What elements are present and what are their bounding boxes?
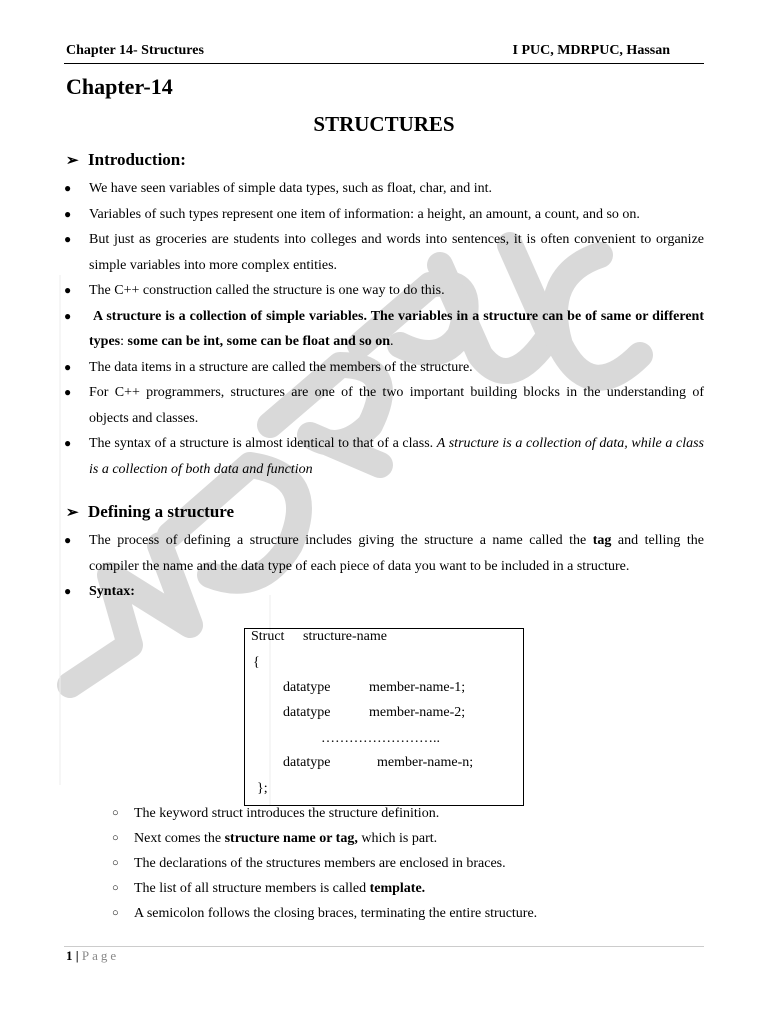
list-item-text-bold: structure name or tag, [224, 831, 358, 846]
page-footer [66, 948, 119, 964]
section-heading-defining [66, 502, 234, 522]
intro-bullet-list [64, 176, 704, 482]
section-heading-introduction [66, 150, 186, 170]
bullet-dot-icon: ● [64, 584, 72, 598]
list-item-text-bold: some can be int, some can be float and so on [127, 334, 391, 349]
section-heading-label: Introduction: [88, 150, 186, 169]
list-item [64, 579, 704, 605]
list-item [64, 304, 704, 355]
bullet-dot-icon: ● [64, 283, 72, 297]
code-keyword: Struct [251, 629, 285, 644]
list-item-text: We have seen variables of simple data types, such as float, char, and int. [89, 181, 493, 196]
list-item [64, 528, 704, 579]
list-item [64, 355, 704, 381]
list-item-text: which is part. [357, 831, 438, 846]
circle-bullet-icon: ○ [112, 832, 119, 844]
list-item-text-bold: template. [369, 881, 426, 896]
code-text: datatype [283, 680, 331, 695]
code-text: datatype [283, 755, 331, 770]
list-item-text: Variables of such types represent one item of information: a height, an amount, a count, and so on. [89, 206, 640, 222]
section-heading-label: Defining a structure [88, 502, 235, 521]
list-item-text: The declarations of the structures members are enclosed in braces. [134, 856, 506, 871]
list-item-text: The syntax of a structure is almost identical to that of a class. [89, 436, 437, 451]
list-item-text: The data items in a structure are called the members of the structure. [89, 359, 473, 375]
bullet-dot-icon: ● [64, 359, 72, 374]
defining-bullet-list [64, 528, 704, 605]
list-item-text: For C++ programmers, structures are one of the two important building blocks in the understanding of objects and classes. [89, 385, 704, 426]
list-item [112, 826, 712, 851]
bullet-dot-icon: ● [64, 181, 72, 195]
list-item-text: The process of defining a structure includes giving the structure a name called the [89, 533, 593, 548]
code-text: structure-name [303, 629, 387, 644]
list-item-text: But just as groceries are students into colleges and words into sentences, it is often convenient to organize simple variables into more complex entities. [89, 232, 704, 273]
syntax-notes-list [112, 801, 712, 926]
list-item [64, 380, 704, 431]
bullet-dot-icon: ● [64, 206, 72, 221]
list-item-text: : [120, 334, 128, 349]
page-label: Page [81, 948, 120, 963]
page-title: STRUCTURES [313, 112, 455, 136]
bullet-dot-icon: ● [64, 436, 72, 450]
code-text: member-name-1; [369, 680, 466, 695]
list-item-text: The list of all structure members is called [134, 881, 370, 896]
circle-bullet-icon: ○ [112, 857, 119, 869]
list-item [112, 901, 712, 926]
list-item [112, 851, 712, 876]
syntax-label: Syntax: [89, 584, 135, 599]
code-text: datatype [283, 705, 331, 720]
list-item-text-bold: tag [592, 533, 612, 548]
code-text: }; [257, 781, 268, 796]
code-text: …………………….. [321, 731, 440, 746]
bullet-dot-icon: ● [64, 385, 72, 399]
bullet-dot-icon: ● [64, 308, 72, 323]
chapter-title: Chapter-14 [66, 74, 173, 99]
circle-bullet-icon: ○ [112, 882, 119, 894]
list-item-text: Next comes the [134, 831, 225, 846]
circle-bullet-icon: ○ [112, 907, 119, 919]
arrow-bullet-icon: ➢ [66, 152, 79, 169]
bullet-dot-icon: ● [64, 232, 72, 246]
list-item-text-bold: A structure is a collection of simple variables. The variables in a structure can be of same or different types [89, 308, 704, 349]
list-item-text: The keyword struct introduces the structure definition. [134, 806, 440, 821]
list-item [112, 876, 712, 901]
list-item-text: The C++ construction called the structure is one way to do this. [89, 283, 445, 298]
code-text: member-name-2; [369, 705, 466, 720]
list-item-text: . [390, 334, 394, 349]
circle-bullet-icon: ○ [112, 807, 119, 819]
footer-divider [64, 946, 704, 947]
list-item [112, 801, 712, 826]
list-item [64, 202, 704, 228]
list-item-text: and telling the compiler the name and the data type of each piece of data you want to be included in a structure. [89, 533, 704, 574]
syntax-code-box [244, 628, 524, 806]
running-header-right: I PUC, MDRPUC, Hassan [512, 43, 670, 58]
list-item-text-italic: A structure is a collection of data, while a class is a collection of both data and function [89, 436, 705, 477]
list-item [64, 176, 704, 202]
footer-separator: | [72, 948, 82, 963]
code-text: member-name-n; [377, 755, 474, 770]
bullet-dot-icon: ● [64, 533, 72, 547]
running-header-left: Chapter 14- Structures [66, 43, 204, 58]
header-divider [64, 63, 704, 64]
list-item-text: A semicolon follows the closing braces, terminating the entire structure. [134, 906, 538, 921]
list-item [64, 431, 704, 482]
arrow-bullet-icon: ➢ [66, 504, 79, 521]
page-number: 1 [66, 948, 73, 963]
list-item [64, 278, 704, 304]
list-item [64, 227, 704, 278]
code-text: { [253, 655, 260, 670]
